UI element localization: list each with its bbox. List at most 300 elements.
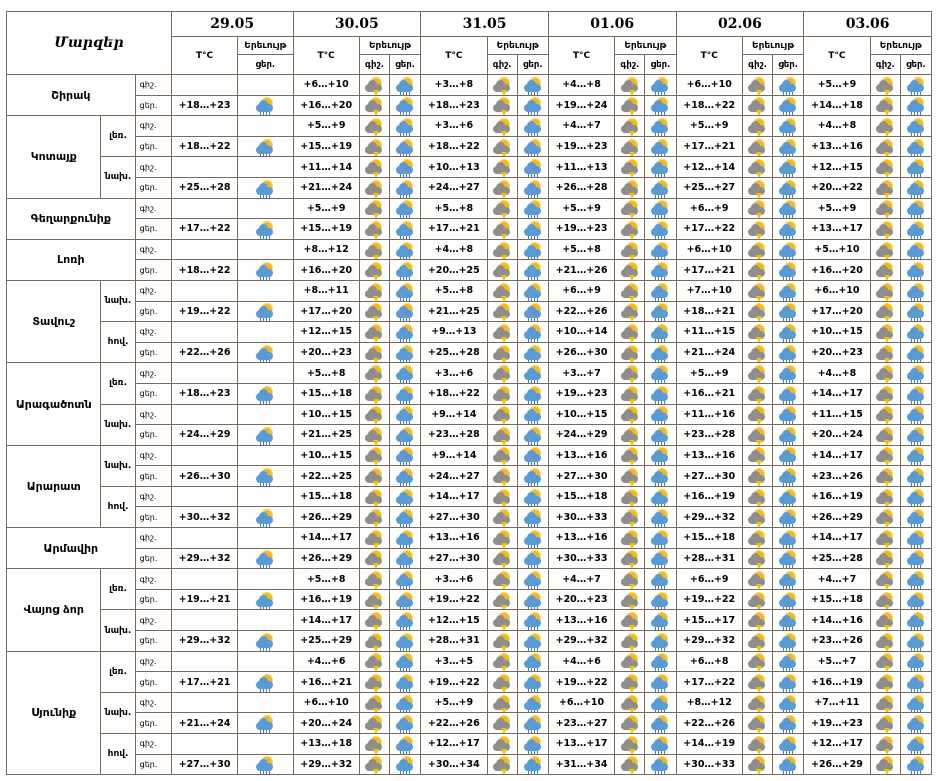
temperature-range: +6…+8 (676, 651, 742, 672)
table-row (7, 363, 932, 384)
temperature-range: +25…+28 (171, 177, 237, 198)
weather-cell-day (773, 486, 804, 507)
sun-cloud-rain-icon (906, 716, 926, 732)
weather-cell-night (742, 280, 772, 301)
weather-cell-night (487, 445, 517, 466)
cloud-thunder-icon (620, 201, 640, 217)
weather-cell-night (359, 280, 389, 301)
cloud-thunder-icon (492, 263, 512, 279)
sun-cloud-rain-icon (650, 428, 670, 444)
weather-cell-night (742, 445, 772, 466)
temperature-range: +11…+15 (676, 322, 742, 343)
temperature-range: +5…+8 (293, 569, 359, 590)
cloud-thunder-icon (875, 304, 895, 320)
temperature-range: +9…+14 (421, 445, 487, 466)
temperature-range (171, 322, 237, 343)
temperature-range: +19…+22 (548, 672, 614, 693)
sun-cloud-rain-icon (778, 387, 798, 403)
cloud-thunder-icon (747, 263, 767, 279)
weather-cell-night (487, 466, 517, 487)
weather-cell-day (773, 589, 804, 610)
weather-cell-day (390, 363, 421, 384)
weather-cell-night (870, 219, 900, 240)
cloud-thunder-icon (747, 531, 767, 547)
cloud-thunder-icon (492, 304, 512, 320)
weather-cell (238, 363, 293, 384)
weather-cell-day (645, 383, 676, 404)
cloud-thunder-icon (364, 201, 384, 217)
cloud-thunder-icon (747, 366, 767, 382)
weather-cell-night (742, 363, 772, 384)
temperature-range: +19…+24 (548, 95, 614, 116)
temperature-range: +13…+16 (676, 445, 742, 466)
weather-cell (238, 322, 293, 343)
temperature-range: +11…+14 (293, 157, 359, 178)
time-of-day: ցեր. (135, 177, 171, 198)
weather-cell-night (487, 486, 517, 507)
sun-cloud-rain-icon (778, 696, 798, 712)
cloud-thunder-icon (364, 181, 384, 197)
temperature-range: +6…+9 (676, 198, 742, 219)
subregion-name: հով. (101, 734, 135, 775)
sun-cloud-rain-icon (906, 737, 926, 753)
table-row (7, 157, 932, 178)
weather-cell-day (517, 589, 548, 610)
temperature-range: +20…+22 (804, 177, 870, 198)
temperature-range: +29…+32 (171, 548, 237, 569)
cloud-thunder-icon (875, 531, 895, 547)
weather-cell (238, 445, 293, 466)
sun-cloud-rain-icon (778, 263, 798, 279)
weather-cell-night (615, 322, 645, 343)
weather-cell-night (359, 651, 389, 672)
cloud-thunder-icon (364, 98, 384, 114)
weather-cell (238, 425, 293, 446)
subregion-name: լեռ. (101, 651, 135, 692)
temperature-range: +20…+24 (804, 425, 870, 446)
weather-cell-night (742, 507, 772, 528)
cloud-thunder-icon (364, 160, 384, 176)
sun-cloud-rain-icon (778, 243, 798, 259)
weather-cell-night (359, 219, 389, 240)
temperature-range: +5…+8 (421, 280, 487, 301)
temperature-range: +19…+23 (804, 713, 870, 734)
sun-cloud-rain-icon (778, 78, 798, 94)
cloud-thunder-icon (364, 613, 384, 629)
weather-cell-night (487, 219, 517, 240)
weather-cell (238, 507, 293, 528)
sun-cloud-rain-icon (395, 572, 415, 588)
sun-cloud-rain-icon (906, 654, 926, 670)
sun-cloud-rain-icon (395, 696, 415, 712)
temperature-range: +15…+18 (804, 589, 870, 610)
cloud-thunder-icon (620, 304, 640, 320)
subregion-name: նախ. (101, 157, 135, 198)
temperature-range: +30…+33 (548, 548, 614, 569)
temperature-range: +4…+8 (804, 116, 870, 137)
temperature-range: +24…+29 (171, 425, 237, 446)
cloud-thunder-icon (492, 593, 512, 609)
cloud-thunder-icon (364, 510, 384, 526)
cloud-thunder-icon (620, 428, 640, 444)
weather-cell-day (773, 260, 804, 281)
cloud-thunder-icon (620, 98, 640, 114)
sun-cloud-rain-icon (255, 593, 275, 609)
cloud-thunder-icon (492, 119, 512, 135)
sun-cloud-rain-icon (395, 757, 415, 773)
temperature-range: +6…+10 (293, 75, 359, 96)
cloud-thunder-icon (747, 119, 767, 135)
weather-header: Երեւույթ (615, 37, 676, 55)
cloud-thunder-icon (875, 716, 895, 732)
weather-cell-night (359, 754, 389, 775)
temperature-range: +22…+25 (293, 466, 359, 487)
weather-cell-night (359, 486, 389, 507)
cloud-thunder-icon (747, 634, 767, 650)
temperature-range: +26…+30 (171, 466, 237, 487)
temperature-range: +26…+30 (548, 342, 614, 363)
weather-cell-day (390, 95, 421, 116)
temperature-range: +21…+26 (548, 260, 614, 281)
temperature-range: +19…+23 (548, 136, 614, 157)
table-row (7, 713, 932, 734)
weather-cell-night (487, 363, 517, 384)
cloud-thunder-icon (492, 407, 512, 423)
weather-cell-day (390, 219, 421, 240)
sun-cloud-rain-icon (906, 98, 926, 114)
weather-cell-day (645, 692, 676, 713)
weather-cell-day (645, 528, 676, 549)
weather-cell-night (359, 177, 389, 198)
table-row (7, 280, 932, 301)
sun-cloud-rain-icon (523, 366, 543, 382)
temperature-range: +11…+15 (804, 404, 870, 425)
time-of-day: ցեր. (135, 301, 171, 322)
cloud-thunder-icon (620, 757, 640, 773)
weather-cell-night (615, 713, 645, 734)
cloud-thunder-icon (875, 634, 895, 650)
temperature-range: +29…+32 (548, 631, 614, 652)
weather-cell-day (900, 363, 931, 384)
sun-cloud-rain-icon (523, 448, 543, 464)
cloud-thunder-icon (620, 181, 640, 197)
sun-cloud-rain-icon (906, 593, 926, 609)
table-row (7, 528, 932, 549)
temperature-range: +12…+15 (293, 322, 359, 343)
cloud-thunder-icon (875, 263, 895, 279)
cloud-thunder-icon (364, 675, 384, 691)
weather-header: Երեւույթ (487, 37, 548, 55)
weather-header: Երեւույթ (238, 37, 293, 55)
temperature-range: +15…+18 (293, 486, 359, 507)
sun-cloud-rain-icon (523, 346, 543, 362)
cloud-thunder-icon (364, 757, 384, 773)
temperature-range: +19…+23 (548, 219, 614, 240)
sun-cloud-rain-icon (650, 222, 670, 238)
weather-cell-night (870, 589, 900, 610)
sun-cloud-rain-icon (395, 181, 415, 197)
cloud-thunder-icon (875, 696, 895, 712)
weather-cell-night (870, 425, 900, 446)
temperature-range: +16…+19 (293, 589, 359, 610)
temperature-range: +29…+32 (293, 754, 359, 775)
temperature-range: +24…+27 (421, 177, 487, 198)
weather-cell-day (517, 466, 548, 487)
time-of-day: ցեր. (135, 466, 171, 487)
table-row (7, 486, 932, 507)
sun-cloud-rain-icon (523, 593, 543, 609)
temperature-range: +5…+9 (293, 198, 359, 219)
cloud-thunder-icon (620, 716, 640, 732)
temperature-range: +13…+16 (804, 136, 870, 157)
weather-cell-night (870, 754, 900, 775)
temperature-range: +16…+19 (676, 486, 742, 507)
weather-cell-night (487, 754, 517, 775)
subregion-name: լեռ. (101, 363, 135, 404)
cloud-thunder-icon (620, 593, 640, 609)
sun-cloud-rain-icon (650, 634, 670, 650)
temperature-range: +29…+32 (676, 631, 742, 652)
temperature-range: +18…+22 (171, 136, 237, 157)
weather-cell-day (517, 301, 548, 322)
temperature-range: +21…+25 (421, 301, 487, 322)
time-of-day: գիշ. (135, 445, 171, 466)
weather-cell-night (742, 198, 772, 219)
temperature-range (171, 75, 237, 96)
weather-cell-day (645, 589, 676, 610)
sun-cloud-rain-icon (395, 469, 415, 485)
temperature-range: +29…+32 (676, 507, 742, 528)
sun-cloud-rain-icon (778, 160, 798, 176)
sun-cloud-rain-icon (778, 757, 798, 773)
time-of-day: ցեր. (135, 713, 171, 734)
sun-cloud-rain-icon (395, 263, 415, 279)
temperature-range: +10…+15 (804, 322, 870, 343)
temperature-range (171, 198, 237, 219)
weather-cell-night (615, 445, 645, 466)
sun-cloud-rain-icon (395, 675, 415, 691)
weather-header: Երեւույթ (742, 37, 803, 55)
time-of-day: գիշ. (135, 239, 171, 260)
weather-cell-night (487, 342, 517, 363)
sun-cloud-rain-icon (523, 654, 543, 670)
weather-cell-day (390, 631, 421, 652)
weather-cell-day (645, 672, 676, 693)
date-header: 30.05 (293, 12, 421, 37)
sun-cloud-rain-icon (650, 78, 670, 94)
weather-cell-day (773, 177, 804, 198)
weather-cell-day (390, 260, 421, 281)
weather-cell-day (773, 322, 804, 343)
cloud-thunder-icon (492, 675, 512, 691)
sun-cloud-rain-icon (906, 243, 926, 259)
sun-cloud-rain-icon (650, 696, 670, 712)
weather-cell-day (773, 548, 804, 569)
cloud-thunder-icon (364, 654, 384, 670)
weather-cell-night (615, 425, 645, 446)
subregion-name: նախ. (101, 280, 135, 321)
table-row (7, 95, 932, 116)
weather-cell-night (870, 322, 900, 343)
weather-cell-night (615, 528, 645, 549)
weather-cell-night (487, 116, 517, 137)
weather-cell (238, 95, 293, 116)
weather-cell-day (517, 713, 548, 734)
temperature-range: +3…+6 (421, 116, 487, 137)
weather-cell-day (900, 75, 931, 96)
weather-cell-day (645, 342, 676, 363)
cloud-thunder-icon (492, 469, 512, 485)
weather-cell-night (742, 651, 772, 672)
sun-cloud-rain-icon (650, 346, 670, 362)
table-row (7, 569, 932, 590)
weather-cell-night (742, 589, 772, 610)
sun-cloud-rain-icon (906, 140, 926, 156)
cloud-thunder-icon (875, 551, 895, 567)
cloud-thunder-icon (875, 613, 895, 629)
time-of-day: ցեր. (135, 589, 171, 610)
time-of-day: գիշ. (135, 280, 171, 301)
temperature-range: +15…+18 (293, 383, 359, 404)
weather-cell-day (390, 651, 421, 672)
weather-cell-day (517, 239, 548, 260)
weather-cell (238, 692, 293, 713)
temperature-range: +27…+30 (421, 507, 487, 528)
weather-cell-night (742, 734, 772, 755)
temperature-range: +25…+29 (293, 631, 359, 652)
weather-cell-day (900, 548, 931, 569)
sun-cloud-rain-icon (906, 222, 926, 238)
temperature-range: +18…+23 (171, 95, 237, 116)
sun-cloud-rain-icon (778, 366, 798, 382)
cloud-thunder-icon (875, 407, 895, 423)
sun-cloud-rain-icon (778, 572, 798, 588)
cloud-thunder-icon (364, 428, 384, 444)
temperature-range: +5…+9 (804, 198, 870, 219)
weather-cell-day (517, 280, 548, 301)
table-row (7, 589, 932, 610)
weather-cell-day (900, 425, 931, 446)
temperature-range: +4…+6 (293, 651, 359, 672)
temperature-range: +9…+13 (421, 322, 487, 343)
cloud-thunder-icon (620, 551, 640, 567)
weather-cell-day (390, 198, 421, 219)
time-of-day: գիշ. (135, 692, 171, 713)
weather-cell-night (870, 342, 900, 363)
weather-cell-day (645, 713, 676, 734)
cloud-thunder-icon (492, 613, 512, 629)
weather-cell-day (773, 280, 804, 301)
cloud-thunder-icon (620, 284, 640, 300)
weather-cell-night (359, 301, 389, 322)
temperature-range: +5…+8 (293, 363, 359, 384)
sun-cloud-rain-icon (906, 407, 926, 423)
weather-cell-night (359, 610, 389, 631)
weather-cell-day (900, 528, 931, 549)
sun-cloud-rain-icon (255, 428, 275, 444)
sun-cloud-rain-icon (906, 634, 926, 650)
sun-cloud-rain-icon (523, 222, 543, 238)
cloud-thunder-icon (620, 675, 640, 691)
weather-cell-night (359, 528, 389, 549)
weather-cell-day (645, 651, 676, 672)
weather-cell-night (870, 610, 900, 631)
temperature-range: +19…+22 (421, 672, 487, 693)
temperature-range: +13…+18 (293, 734, 359, 755)
region-name: Արարատ (7, 445, 101, 527)
weather-cell-night (870, 75, 900, 96)
cloud-thunder-icon (747, 551, 767, 567)
sun-cloud-rain-icon (395, 428, 415, 444)
weather-cell-night (359, 589, 389, 610)
weather-cell-day (773, 692, 804, 713)
weather-cell-night (742, 177, 772, 198)
table-row (7, 116, 932, 137)
weather-cell-night (870, 95, 900, 116)
region-name: Արմավիր (7, 528, 136, 569)
weather-cell-day (900, 219, 931, 240)
weather-cell-night (487, 528, 517, 549)
weather-cell-day (645, 569, 676, 590)
sun-cloud-rain-icon (778, 634, 798, 650)
date-header: 31.05 (421, 12, 549, 37)
weather-cell-day (900, 672, 931, 693)
weather-cell (238, 198, 293, 219)
weather-cell (238, 342, 293, 363)
weather-cell-night (487, 713, 517, 734)
sun-cloud-rain-icon (523, 98, 543, 114)
weather-cell-night (487, 610, 517, 631)
subregion-name: նախ. (101, 404, 135, 445)
weather-cell-night (615, 404, 645, 425)
sun-cloud-rain-icon (906, 696, 926, 712)
weather-cell-day (645, 466, 676, 487)
weather-cell-day (773, 116, 804, 137)
sun-cloud-rain-icon (523, 407, 543, 423)
cloud-thunder-icon (875, 119, 895, 135)
weather-cell-day (900, 692, 931, 713)
temp-header: T°C (548, 37, 614, 75)
cloud-thunder-icon (875, 325, 895, 341)
weather-cell-day (645, 136, 676, 157)
weather-cell-day (645, 301, 676, 322)
temperature-range: +14…+17 (804, 528, 870, 549)
weather-cell-night (359, 569, 389, 590)
weather-cell-night (870, 445, 900, 466)
weather-cell-day (773, 754, 804, 775)
cloud-thunder-icon (620, 572, 640, 588)
weather-cell-day (900, 404, 931, 425)
cloud-thunder-icon (620, 222, 640, 238)
weather-cell-night (742, 383, 772, 404)
cloud-thunder-icon (747, 757, 767, 773)
sun-cloud-rain-icon (255, 510, 275, 526)
weather-cell-night (487, 177, 517, 198)
cloud-thunder-icon (747, 593, 767, 609)
weather-cell-night (359, 342, 389, 363)
sun-cloud-rain-icon (395, 737, 415, 753)
cloud-thunder-icon (620, 407, 640, 423)
cloud-thunder-icon (492, 284, 512, 300)
temperature-range (171, 528, 237, 549)
cloud-thunder-icon (620, 366, 640, 382)
weather-cell-night (615, 548, 645, 569)
sun-cloud-rain-icon (906, 510, 926, 526)
temperature-range: +19…+22 (171, 301, 237, 322)
weather-cell-night (870, 363, 900, 384)
sun-cloud-rain-icon (906, 469, 926, 485)
temperature-range (171, 404, 237, 425)
